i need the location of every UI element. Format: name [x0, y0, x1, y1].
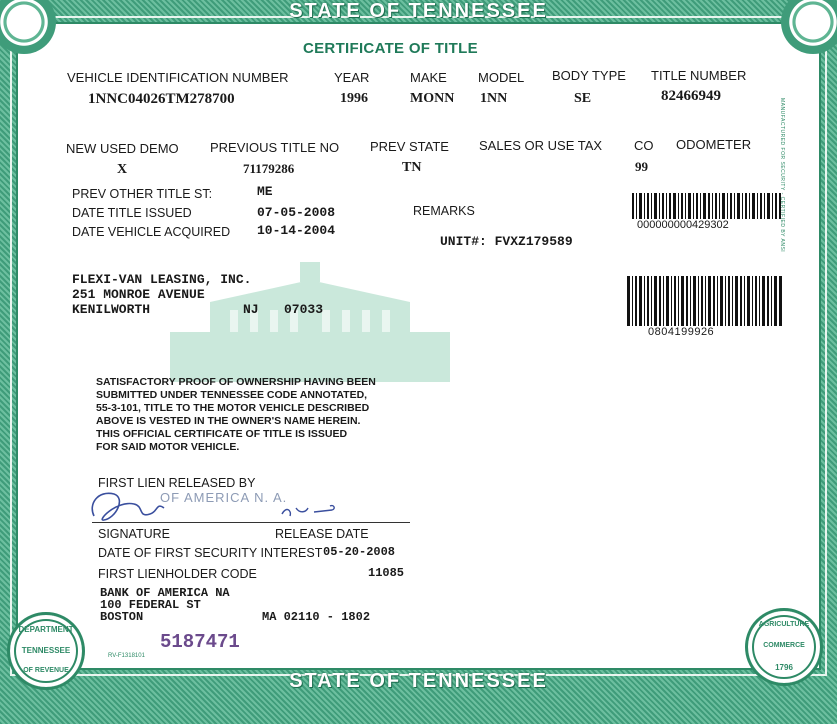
control-number: 5187471: [160, 631, 240, 653]
year-value: 1996: [340, 91, 368, 106]
statement-line-6: FOR SAID MOTOR VEHICLE.: [96, 441, 240, 453]
security-interest-date: 05-20-2008: [323, 545, 396, 559]
previous-title-value: 71179286: [243, 161, 295, 176]
prev-other-title-value: ME: [257, 184, 273, 199]
owner-name: FLEXI-VAN LEASING, INC.: [72, 272, 252, 287]
lien-released-label: FIRST LIEN RELEASED BY: [98, 476, 256, 490]
sales-tax-label: SALES OR USE TAX: [479, 138, 603, 153]
seal-year-text: 1796: [775, 663, 793, 672]
prev-state-value: TN: [402, 160, 422, 175]
body-type-label: BODY TYPE: [552, 68, 626, 83]
lienholder-city: BOSTON: [100, 610, 144, 624]
make-label: MAKE: [410, 70, 447, 85]
statement-line-2: SUBMITTED UNDER TENNESSEE CODE ANNOTATED,: [96, 389, 368, 401]
seal-department-text: DEPARTMENT: [18, 625, 74, 634]
model-label: MODEL: [478, 70, 525, 85]
previous-title-label: PREVIOUS TITLE NO: [210, 140, 340, 155]
security-vertical-note: MANUFACTURED FOR SECURITY - CERTIFIED BY ANSI: [779, 98, 785, 253]
lien-signature: [86, 484, 346, 526]
security-interest-label: DATE OF FIRST SECURITY INTEREST: [98, 546, 323, 560]
owner-zip: 07033: [284, 302, 324, 317]
make-value: MONN: [410, 91, 455, 106]
barcode-title: [632, 193, 782, 219]
unit-number: UNIT#: FVXZ179589: [440, 234, 573, 249]
model-value: 1NN: [480, 91, 508, 106]
signature-label: SIGNATURE: [98, 527, 170, 541]
statement-line-4: ABOVE IS VESTED IN THE OWNER'S NAME HEREIN.: [96, 415, 361, 427]
seal-revenue-text: OF REVENUE: [23, 667, 69, 674]
owner-city: KENILWORTH: [72, 302, 151, 317]
vin-value: 1NNC04026TM278700: [88, 91, 235, 107]
seal-agriculture-text: AGRICULTURE: [758, 621, 810, 628]
lienholder-state-zip: MA 02110 - 1802: [262, 610, 371, 624]
new-used-demo-label: NEW USED DEMO: [66, 141, 179, 156]
odometer-label: ODOMETER: [676, 137, 752, 152]
lienholder-code-label: FIRST LIENHOLDER CODE: [98, 567, 257, 581]
year-label: YEAR: [334, 70, 370, 85]
title-number-label: TITLE NUMBER: [651, 68, 747, 83]
prev-other-title-label: PREV OTHER TITLE ST:: [72, 187, 213, 201]
lienholder-name: BANK OF AMERICA NA: [100, 586, 230, 600]
state-header-top: STATE OF TENNESSEE: [289, 0, 548, 22]
body-type-value: SE: [574, 91, 592, 106]
date-issued-label: DATE TITLE ISSUED: [72, 206, 192, 220]
release-date-label: RELEASE DATE: [275, 527, 369, 541]
verify-authenticity-note: VERIFY THE AUTHENTICITY OF THIS MULTI-TONE DOCUMENT. BACKGROUND AREA CHANGES COLOR GRADUALLY FROM TOP TO BOTTOM.: [150, 25, 687, 34]
barcode-document: [627, 276, 783, 326]
watermark-note: THE ORIGINAL DOCUMENT HAS A WHITE REFLECTIVE WATERMARK ON THE BACK. HOLD AT AN ANGLE TO SEE THE MARK.: [181, 660, 656, 669]
new-used-demo-value: X: [117, 162, 128, 177]
statement-line-1: SATISFACTORY PROOF OF OWNERSHIP HAVING BEEN: [96, 376, 376, 388]
signature-line: [92, 522, 410, 523]
barcode-title-number: 000000000429302: [637, 219, 729, 231]
lienholder-code-value: 11085: [368, 566, 405, 580]
statement-line-3: 55-3-101, TITLE TO THE MOTOR VEHICLE DESCRIBED: [96, 402, 370, 414]
owner-street: 251 MONROE AVENUE: [72, 287, 205, 302]
vin-label: VEHICLE IDENTIFICATION NUMBER: [67, 70, 289, 85]
certificate-title: CERTIFICATE OF TITLE: [303, 40, 478, 57]
date-issued-value: 07-05-2008: [257, 205, 336, 220]
statement-line-5: THIS OFFICIAL CERTIFICATE OF TITLE IS ISSUED: [96, 428, 348, 440]
owner-state: NJ: [243, 302, 259, 317]
prev-state-label: PREV STATE: [370, 139, 449, 154]
remarks-label: REMARKS: [413, 204, 475, 218]
form-code: RV-F1318101: [108, 653, 145, 659]
lienholder-street: 100 FEDERAL ST: [100, 598, 201, 612]
title-number-value: 82466949: [661, 88, 721, 104]
seal-commerce-text: COMMERCE: [763, 642, 805, 649]
county-value: 99: [635, 159, 648, 174]
state-header-bottom: STATE OF TENNESSEE: [289, 670, 548, 692]
date-acquired-label: DATE VEHICLE ACQUIRED: [72, 225, 231, 239]
seal-tennessee-text: TENNESSEE: [21, 646, 71, 655]
county-label: CO: [634, 138, 654, 153]
date-acquired-value: 10-14-2004: [257, 223, 336, 238]
barcode-document-number: 0804199926: [648, 326, 715, 338]
bank-release-stamp: OF AMERICA N. A.: [160, 490, 288, 505]
